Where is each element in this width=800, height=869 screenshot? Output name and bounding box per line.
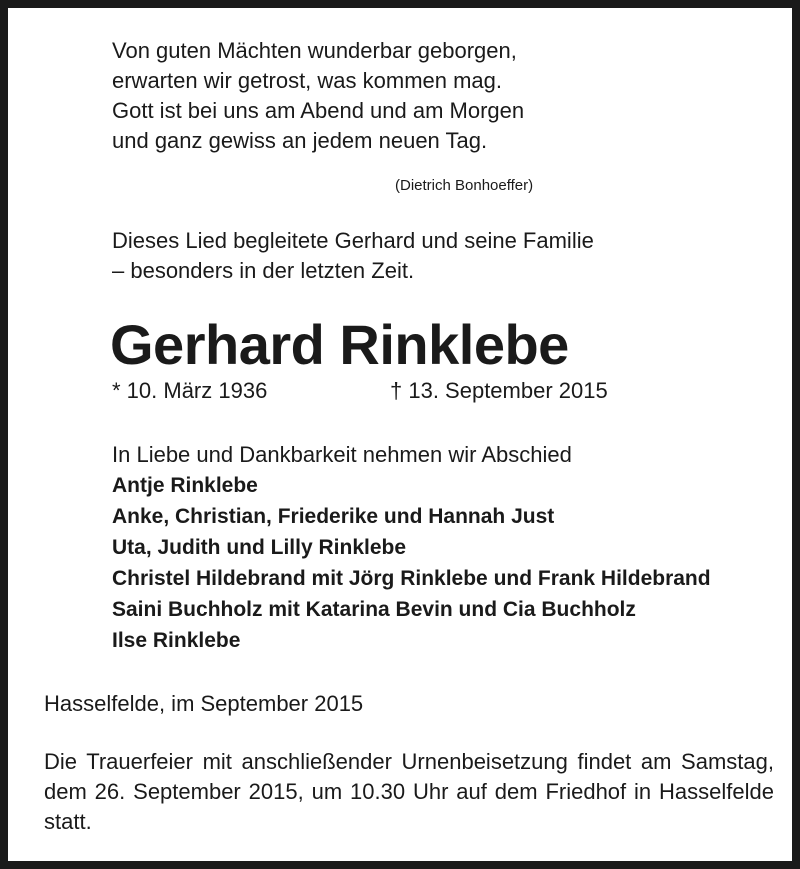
place-date: Hasselfelde, im September 2015	[44, 691, 364, 716]
mourner-name: Christel Hildebrand mit Jörg Rinklebe und Frank Hildebrand	[112, 567, 711, 590]
service-notice: Die Trauerfeier mit anschließender Urnenbeisetzung findet am Samstag, dem 26. September 2015, um 10.30 Uhr auf dem Friedhof in Hasselfelde statt.	[44, 749, 774, 834]
death-date: † 13. September 2015	[390, 378, 608, 403]
mourner-name: Ilse Rinklebe	[112, 629, 241, 652]
mourner-name: Anke, Christian, Friederike und Hannah Just	[112, 505, 555, 528]
mourner-name: Uta, Judith und Lilly Rinklebe	[112, 536, 407, 559]
poem-line: und ganz gewiss an jedem neuen Tag.	[112, 128, 488, 153]
poem-line: erwarten wir getrost, was kommen mag.	[112, 68, 503, 93]
birth-date: * 10. März 1936	[112, 378, 268, 403]
poem-line: Gott ist bei uns am Abend und am Morgen	[112, 98, 525, 123]
poem-line: Von guten Mächten wunderbar geborgen,	[112, 38, 517, 63]
intro-line: – besonders in der letzten Zeit.	[112, 258, 415, 283]
mourner-name: Saini Buchholz mit Katarina Bevin und Cia Buchholz	[112, 598, 636, 621]
mourner-name: Antje Rinklebe	[112, 474, 258, 497]
intro-line: Dieses Lied begleitete Gerhard und seine Familie	[112, 228, 594, 253]
deceased-name: Gerhard Rinklebe	[110, 313, 569, 376]
poem-attribution: (Dietrich Bonhoeffer)	[395, 177, 534, 194]
farewell-line: In Liebe und Dankbarkeit nehmen wir Abschied	[112, 442, 572, 467]
